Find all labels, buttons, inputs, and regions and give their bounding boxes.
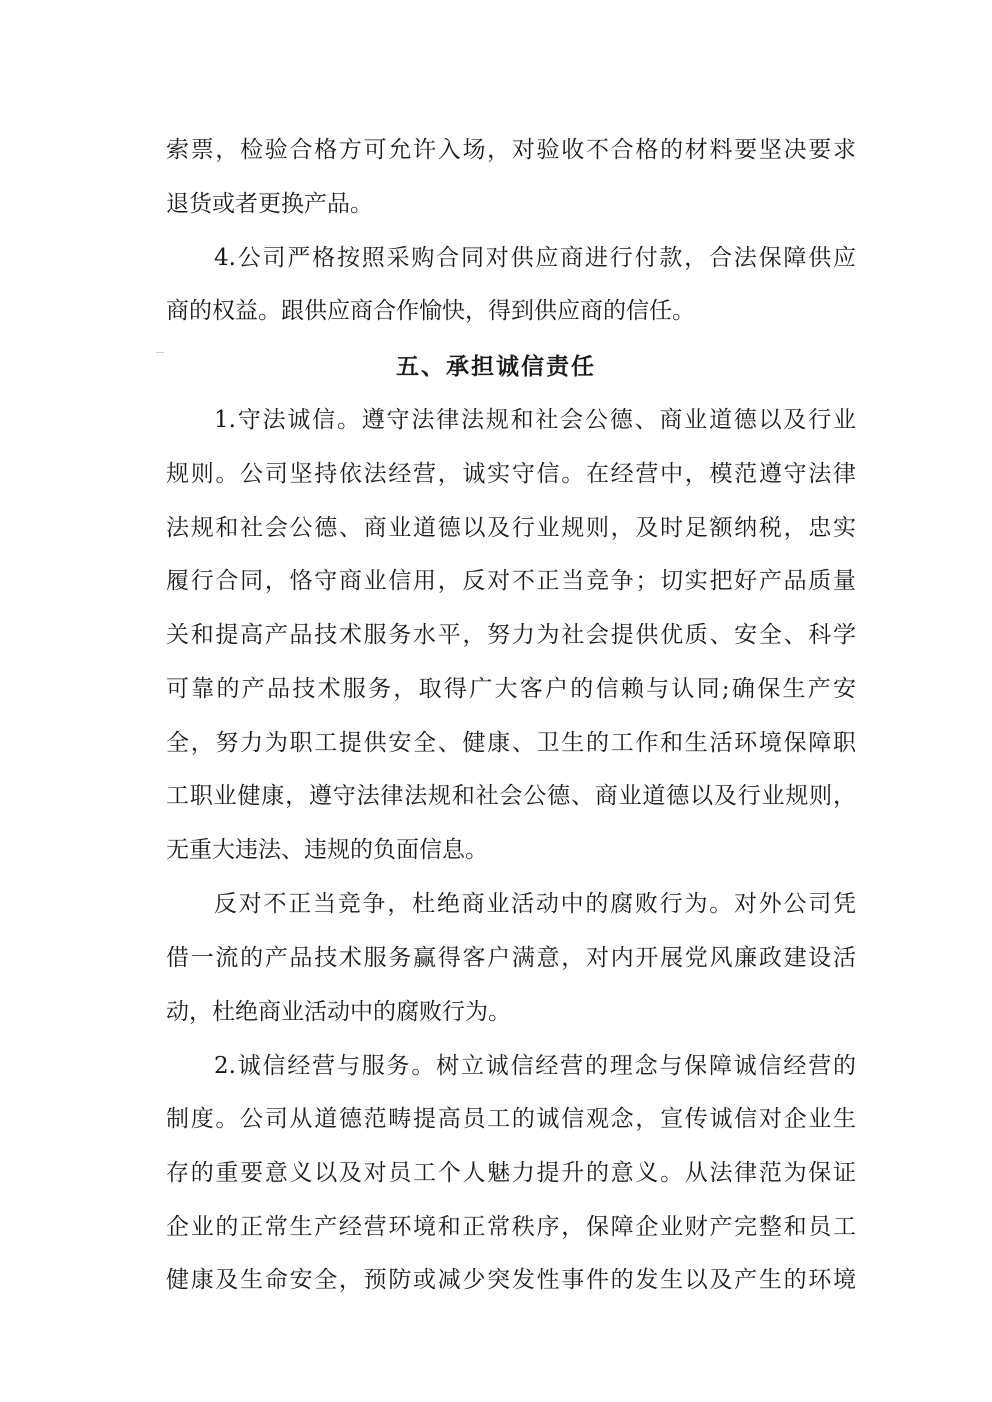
text-line: 4.公司严格按照采购合同对供应商进行付款，合法保障供应: [214, 245, 856, 271]
text-line: 2.诚信经营与服务。树立诚信经营的理念与保障诚信经营的: [214, 1053, 856, 1079]
text-line: 存的重要意义以及对员工个人魅力提升的意义。从法律范为保证: [166, 1160, 856, 1186]
text-line: 商的权益。跟供应商合作愉快，得到供应商的信任。: [166, 298, 695, 324]
text-line: 工职业健康，遵守法律法规和社会公德、商业道德以及行业规则，: [166, 783, 856, 809]
text-line: 全，努力为职工提供安全、健康、卫生的工作和生活环境保障职: [166, 730, 856, 756]
text-line: 关和提高产品技术服务水平，努力为社会提供优质、安全、科学: [166, 622, 856, 648]
text-line: 反对不正当竞争，杜绝商业活动中的腐败行为。对外公司凭: [214, 891, 856, 917]
text-line: 无重大违法、违规的负面信息。: [166, 837, 488, 863]
text-line: 退货或者更换产品。: [166, 191, 373, 217]
text-line: 健康及生命安全，预防或减少突发性事件的发生以及产生的环境: [166, 1267, 856, 1293]
text-line: 索票，检验合格方可允许入场，对验收不合格的材料要坚决要求: [166, 137, 856, 163]
text-line: 企业的正常生产经营环境和正常秩序，保障企业财产完整和员工: [166, 1214, 856, 1240]
text-line: 法规和社会公德、商业道德以及行业规则，及时足额纳税，忠实: [166, 515, 856, 541]
text-line: 规则。公司坚持依法经营，诚实守信。在经营中，模范遵守法律: [166, 461, 856, 487]
text-line: 可靠的产品技术服务，取得广大客户的信赖与认同;确保生产安: [166, 676, 856, 702]
text-line: 制度。公司从道德范畴提高员工的诚信观念，宣传诚信对企业生: [166, 1106, 856, 1132]
text-line: 履行合同，恪守商业信用，反对不正当竞争；切实把好产品质量: [166, 568, 856, 594]
section-heading: 五、承担诚信责任: [396, 354, 596, 380]
text-line: 动，杜绝商业活动中的腐败行为。: [166, 999, 511, 1025]
text-line: 借一流的产品技术服务赢得客户满意，对内开展党风廉政建设活: [166, 945, 856, 971]
text-line: 1.守法诚信。遵守法律法规和社会公德、商业道德以及行业: [214, 407, 856, 433]
